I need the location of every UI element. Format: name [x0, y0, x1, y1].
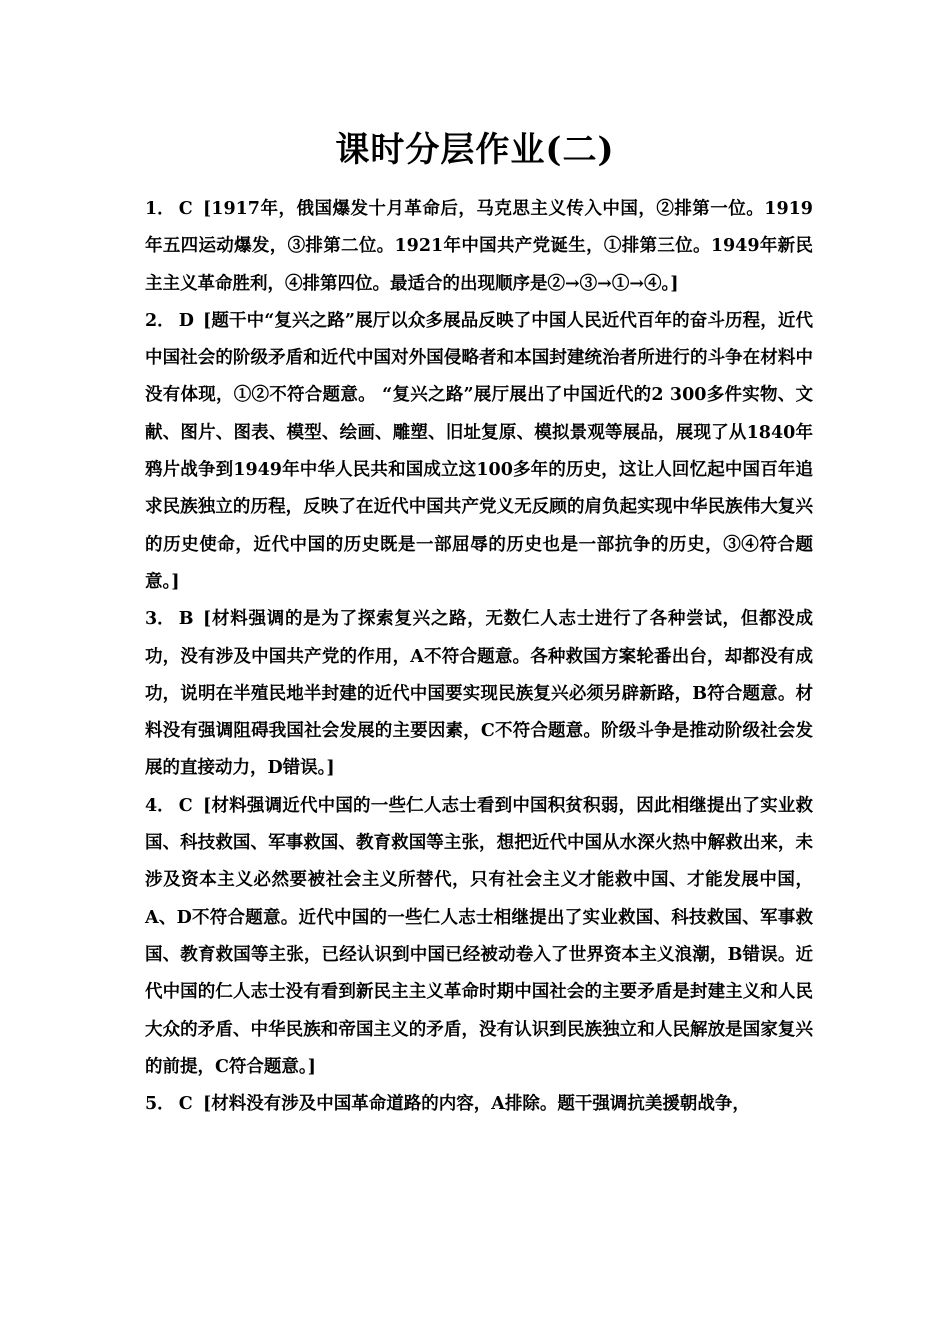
answer-letter: C: [178, 795, 193, 816]
answer-letter: B: [178, 609, 194, 630]
page-title: 课时分层作业(二): [335, 130, 615, 170]
item-number: 5． C: [145, 1094, 193, 1115]
answer-list: [145, 191, 813, 1123]
explanation-text: [题干中“复兴之路”展厅以众多展品反映了中国人民近代百年的奋斗历程，近代中国社会的阶级矛盾和近代中国对外国侵略者和本国封建统治者所进行的斗争在材料中没有体现，①②不符合题意。 “复兴之路”展厅展出了中国近代的2 300多件实物、文献、图片、图表、模型、绘画、雕塑、旧址复原、模拟景观等展品，展现了从1840年鸦片战争到1949年中华人民共和国成立这100多年的历史，这让人回忆起中国百年追求民族独立的历程，反映了在近代中国共产党义无反顾的肩负起实现中华民族伟大复兴的历史使命，近代中国的历史既是一部屈辱的历史也是一部抗争的历史，③④符合题意。]: [145, 310, 813, 592]
item-number: 2． D: [145, 310, 194, 331]
explanation-text: [材料强调的是为了探索复兴之路，无数仁人志士进行了各种尝试，但都没成功，没有涉及中国共产党的作用，A不符合题意。各种救国方案轮番出台，却都没有成功，说明在半殖民地半封建的近代中国要实现民族复兴必须另辟新路，B符合题意。材料没有强调阻碍我国社会发展的主要因素，C不符合题意。阶级斗争是推动阶级社会发展的直接动力，D错误。]: [145, 609, 813, 779]
explanation-text: [1917年，俄国爆发十月革命后，马克思主义传入中国，②排第一位。1919年五四运动爆发，③排第二位。1921年中国共产党诞生，①排第三位。1949年新民主主义革命胜利，④排第四位。最适合的出现顺序是②→③→①→④。]: [145, 199, 813, 294]
answer-letter: C: [178, 199, 193, 219]
item-number: 3． B: [145, 609, 194, 630]
answer-item-4: [145, 788, 813, 1086]
answer-item-5: [145, 1086, 813, 1123]
answer-letter: D: [178, 310, 194, 331]
item-number: 4． C: [145, 795, 193, 816]
answer-item-3: [145, 601, 813, 787]
answer-letter: C: [178, 1094, 193, 1115]
item-number: 1． C: [145, 199, 193, 219]
explanation-text: [材料强调近代中国的一些仁人志士看到中国积贫积弱，因此相继提出了实业救国、科技救国、军事救国、教育救国等主张，想把近代中国从水深火热中解救出来，未涉及资本主义必然要被社会主义所替代，只有社会主义才能救中国、才能发展中国，A、D不符合题意。近代中国的一些仁人志士相继提出了实业救国、科技救国、军事救国、教育救国等主张，已经认识到中国已经被动卷入了世界资本主义浪潮，B错误。近代中国的仁人志士没有看到新民主主义革命时期中国社会的主要矛盾是封建主义和人民大众的矛盾、中华民族和帝国主义的矛盾，没有认识到民族独立和人民解放是国家复兴的前提，C符合题意。]: [145, 795, 813, 1077]
explanation-text: [材料没有涉及中国革命道路的内容，A排除。题干强调抗美援朝战争，: [203, 1094, 750, 1115]
answer-item-1: [145, 191, 813, 303]
answer-item-2: [145, 303, 813, 601]
